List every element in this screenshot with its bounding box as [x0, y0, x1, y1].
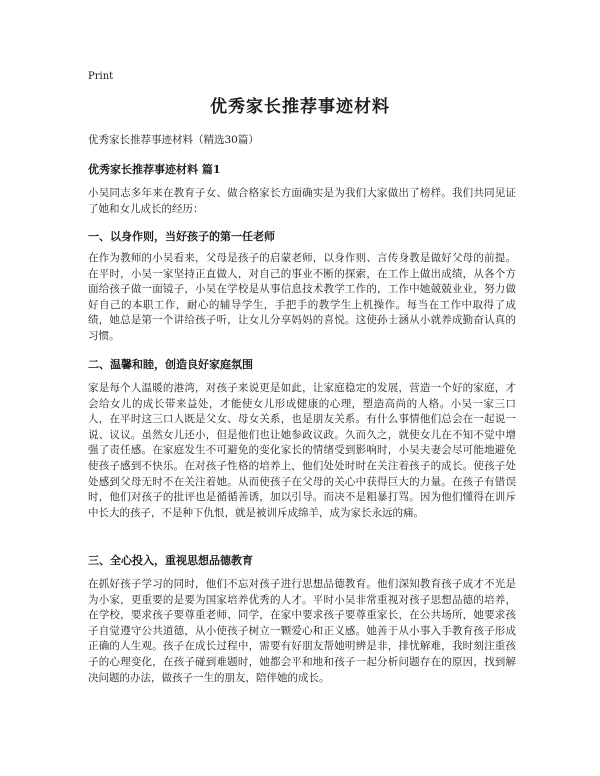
article-heading: 优秀家长推荐事迹材料 篇1	[88, 163, 221, 176]
document-title: 优秀家长推荐事迹材料	[210, 97, 390, 117]
section-heading-3: 三、全心投入，重视思想品德教育	[88, 554, 253, 567]
print-label: Print	[88, 71, 114, 82]
section-paragraph-1: 在作为教师的小吴看来，父母是孩子的启蒙老师，以身作则、言传身教是做好父母的前提。在平时，小吴一家坚持正直做人，对自己的事业不断的探索，在工作上做出成绩，从各个方面给孩子做一面镜子，小吴在学校是从事信息技术教学工作的，工作中她兢兢业业，努力做好自己的本职工作，耐心的辅导学生，手把手的教学生上机操作。每当在工作中取得了成绩，她总是第一个讲给孩子听，让女儿分享妈妈的喜悦。这使孙士涵从小就养成勤奋认真的习惯。	[88, 252, 516, 342]
document-subtitle: 优秀家长推荐事迹材料（精选30篇）	[88, 134, 259, 146]
section-heading-2: 二、温馨和睦，创造良好家庭氛围	[88, 358, 253, 371]
section-paragraph-2: 家是每个人温暖的港湾，对孩子来说更是如此，让家庭稳定的发展，营造一个好的家庭，才会给女儿的成长带来益处，才能使女儿形成健康的心理，塑造高尚的人格。小吴一家三口人，在平时这三口人既是父女、母女关系，也是朋友关系。有什么事情他们总会在一起说一说、议议。虽然女儿还小，但是他们也让她参政议政。久而久之，就使女儿在不知不觉中增强了责任感。在家庭发生不可避免的变化家长的情绪受到影响时，小吴夫妻会尽可能地避免使孩子感到不快乐。在对孩子性格的培养上，他们处处时时在关注着孩子的成长。使孩子处处感到父母无时不在关注着她。从而使孩子在父母的关心中获得巨大的力量。在孩子有错误时，他们对孩子的批评也是循循善诱，加以引导。而决不是粗暴打骂。因为他们懂得在训斥中长大的孩子，不是种下仇恨，就是被训斥成绵羊，成为家长永远的痛。	[88, 382, 516, 519]
section-paragraph-3: 在抓好孩子学习的同时，他们不忘对孩子进行思想品德教育。他们深知教育孩子成才不光是为小家，更重要的是要为国家培养优秀的人才。平时小吴非常重视对孩子思想品德的培养，在学校，要求孩子要尊重老师、同学，在家中要求孩子要尊重家长，在公共场所，她要求孩子自觉遵守公共道德，从小使孩子树立一颗爱心和正义感。她善于从小事入手教育孩子形成正确的人生观。孩子在成长过程中，需要有好朋友帮她明辨是非，排忧解难，我时刻注重孩子的心理变化，在孩子碰到难题时，她都会平和地和孩子一起分析问题存在的原因，找到解决问题的办法，做孩子一生的朋友，陪伴她的成长。	[88, 578, 516, 684]
section-heading-1: 一、以身作则，当好孩子的第一任老师	[88, 230, 275, 243]
intro-paragraph: 小吴同志多年来在教育子女、做合格家长方面确实是为我们大家做出了榜样。我们共同见证了她和女儿成长的经历：	[88, 187, 516, 215]
